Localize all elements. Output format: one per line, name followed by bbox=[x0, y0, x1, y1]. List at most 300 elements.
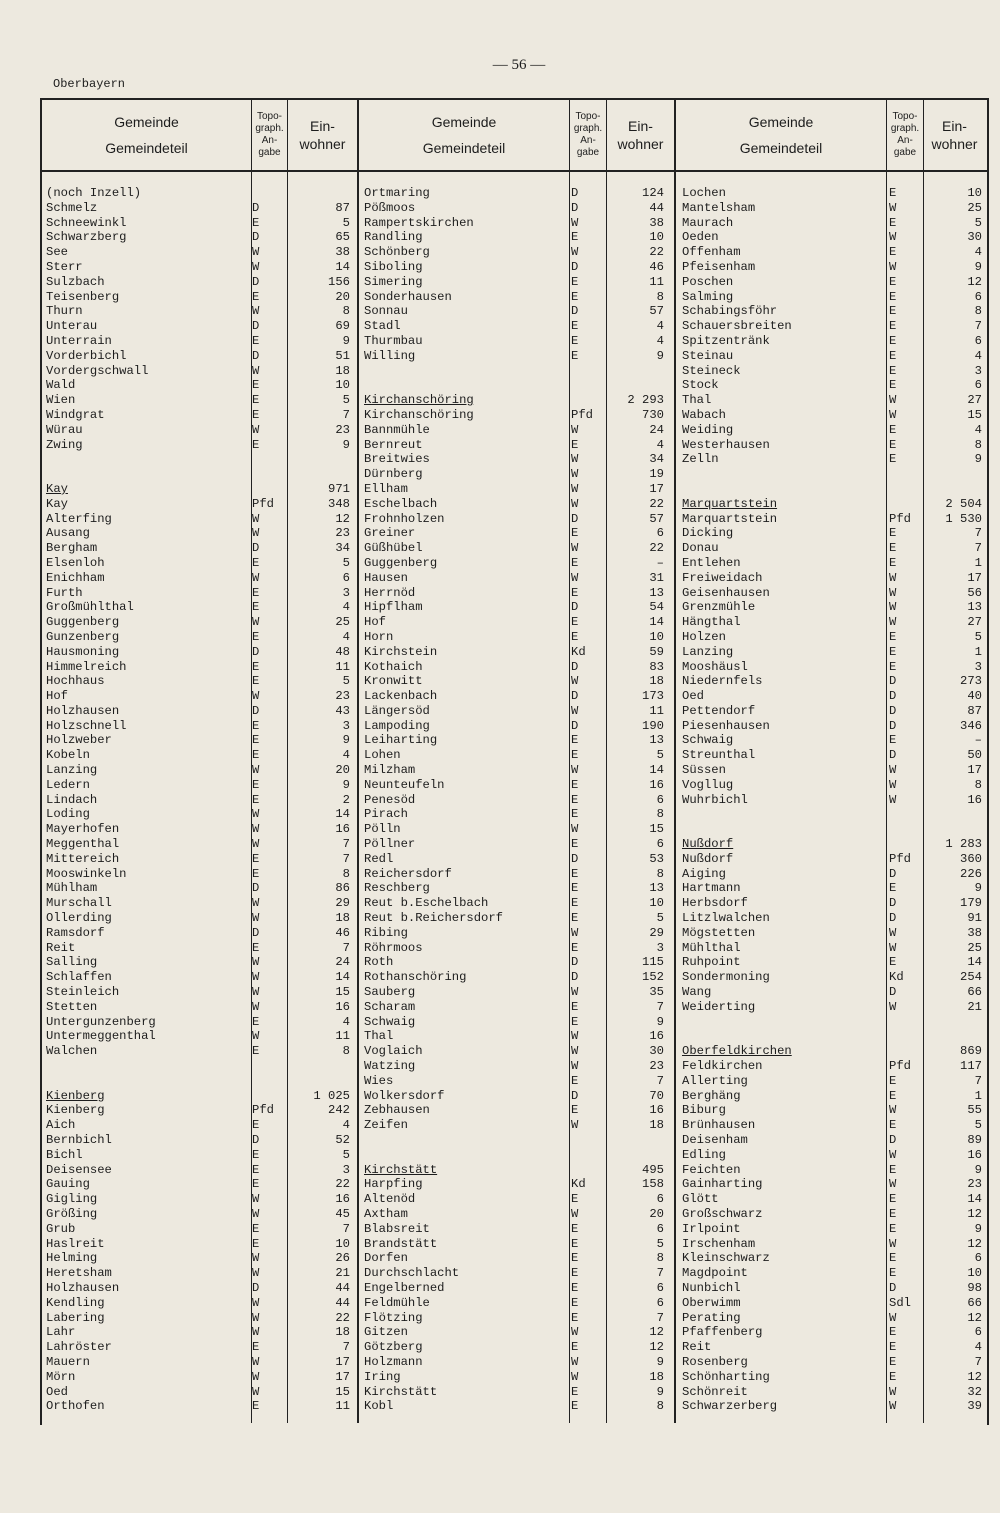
topo-code: D bbox=[252, 274, 260, 289]
place-name: Holzschnell bbox=[46, 718, 127, 733]
population-value: 38 bbox=[649, 215, 664, 230]
table-row bbox=[682, 364, 982, 379]
population-value: 11 bbox=[649, 703, 664, 718]
place-name: Thal bbox=[682, 393, 712, 408]
place-name: Kobl bbox=[364, 1399, 394, 1414]
table-row bbox=[682, 349, 982, 364]
place-name: Sonnau bbox=[364, 304, 408, 319]
place-name: Stadl bbox=[364, 319, 401, 334]
population-value: 9 bbox=[656, 1354, 664, 1369]
population-value: 18 bbox=[649, 1369, 664, 1384]
topo-code: D bbox=[571, 1088, 579, 1103]
topo-code: E bbox=[252, 629, 260, 644]
place-name: Meggenthal bbox=[46, 837, 120, 852]
place-name: Glött bbox=[682, 1192, 719, 1207]
place-name: Kobeln bbox=[46, 748, 90, 763]
population-value: 173 bbox=[642, 689, 664, 704]
table-row bbox=[46, 674, 350, 689]
population-value: 1 bbox=[974, 555, 982, 570]
table-row bbox=[682, 748, 982, 763]
place-name: Nunbichl bbox=[682, 1280, 741, 1295]
table-row bbox=[682, 926, 982, 941]
place-name: Greiner bbox=[364, 526, 416, 541]
place-name: Bannmühle bbox=[364, 422, 430, 437]
topo-code: Pfd bbox=[571, 407, 593, 422]
table-row bbox=[682, 541, 982, 556]
header-topo-line: gabe bbox=[893, 147, 917, 158]
population-value: 22 bbox=[649, 245, 664, 260]
place-name: Zwing bbox=[46, 437, 83, 452]
topo-code: E bbox=[889, 555, 897, 570]
topo-code: W bbox=[252, 1192, 260, 1207]
population-value: 7 bbox=[342, 1221, 350, 1236]
topo-code: W bbox=[252, 1251, 260, 1266]
table-row bbox=[682, 1370, 982, 1385]
topo-code: W bbox=[889, 259, 897, 274]
topo-code: W bbox=[889, 585, 897, 600]
place-name: Orthofen bbox=[46, 1399, 105, 1414]
topo-code: W bbox=[252, 1206, 260, 1221]
table-row bbox=[364, 230, 664, 245]
table-row bbox=[364, 1059, 664, 1074]
population-value: 971 bbox=[328, 481, 350, 496]
table-row bbox=[46, 615, 350, 630]
table-row bbox=[46, 1370, 350, 1385]
population-value: 11 bbox=[335, 1029, 350, 1044]
table-row bbox=[46, 1044, 350, 1059]
population-value: 179 bbox=[960, 896, 982, 911]
place-name: Rosenberg bbox=[682, 1354, 748, 1369]
place-name: Ortmaring bbox=[364, 186, 430, 200]
table-row bbox=[46, 497, 350, 512]
place-name: Oed bbox=[682, 689, 704, 704]
topo-code: D bbox=[252, 1133, 260, 1147]
place-name: Dürnberg bbox=[364, 467, 423, 482]
topo-code: W bbox=[571, 245, 579, 260]
municipality-row bbox=[682, 497, 982, 512]
table-row bbox=[682, 615, 982, 630]
table-row bbox=[364, 364, 664, 379]
place-name: Elsenloh bbox=[46, 555, 105, 570]
table-row bbox=[46, 1163, 350, 1178]
topo-code: D bbox=[889, 896, 897, 911]
place-name: Bichl bbox=[46, 1147, 83, 1162]
column-group-2 bbox=[364, 186, 664, 1414]
table-row bbox=[46, 1237, 350, 1252]
topo-code: E bbox=[889, 1088, 897, 1103]
table-row bbox=[682, 896, 982, 911]
topo-code: D bbox=[889, 748, 897, 763]
topo-code: D bbox=[889, 689, 897, 704]
table-row bbox=[682, 674, 982, 689]
topo-code: E bbox=[889, 955, 897, 970]
topo-code: W bbox=[252, 1354, 260, 1369]
place-name: Wies bbox=[364, 1073, 394, 1088]
place-name: Lahröster bbox=[46, 1340, 112, 1355]
header-gemeindeteil-label: Gemeindeteil bbox=[105, 140, 188, 156]
table-row bbox=[682, 1385, 982, 1400]
topo-code: E bbox=[889, 1369, 897, 1384]
table-row bbox=[364, 896, 664, 911]
table-row bbox=[46, 719, 350, 734]
place-name: Kay bbox=[46, 496, 68, 511]
table-row bbox=[364, 438, 664, 453]
population-value: 9 bbox=[342, 777, 350, 792]
topo-code: D bbox=[571, 955, 579, 970]
table-row bbox=[46, 1251, 350, 1266]
population-value: 1 283 bbox=[945, 837, 982, 852]
population-value: 17 bbox=[649, 481, 664, 496]
place-name: Rothanschöring bbox=[364, 970, 467, 985]
population-value: 8 bbox=[656, 807, 664, 822]
population-value: 25 bbox=[335, 615, 350, 630]
topo-code: W bbox=[889, 1236, 897, 1251]
table-row bbox=[364, 689, 664, 704]
table-row bbox=[364, 926, 664, 941]
population-value: 15 bbox=[335, 1384, 350, 1399]
population-value: 66 bbox=[967, 985, 982, 1000]
topo-code: D bbox=[571, 304, 579, 319]
population-value: 3 bbox=[656, 940, 664, 955]
table-row bbox=[46, 216, 350, 231]
topo-code: E bbox=[252, 600, 260, 615]
place-name: Thurn bbox=[46, 304, 83, 319]
table-row bbox=[46, 260, 350, 275]
table-row bbox=[682, 186, 982, 201]
table-row bbox=[682, 1340, 982, 1355]
topo-code: W bbox=[571, 570, 579, 585]
topo-code: W bbox=[571, 467, 579, 482]
place-name: Mooshäusl bbox=[682, 659, 748, 674]
population-value: 69 bbox=[335, 319, 350, 334]
place-name: Durchschlacht bbox=[364, 1266, 460, 1281]
population-value: 6 bbox=[656, 1192, 664, 1207]
population-value: 6 bbox=[974, 1325, 982, 1340]
population-value: 16 bbox=[649, 777, 664, 792]
population-value: 254 bbox=[960, 970, 982, 985]
place-name: Blabsreit bbox=[364, 1221, 430, 1236]
table-row bbox=[364, 615, 664, 630]
population-value: 22 bbox=[649, 541, 664, 556]
header-gemeindeteil-label: Gemeindeteil bbox=[422, 140, 506, 156]
table-row bbox=[364, 349, 664, 364]
population-value: 14 bbox=[649, 615, 664, 630]
place-name: Schönharting bbox=[682, 1369, 770, 1384]
table-row bbox=[364, 290, 664, 305]
table-row bbox=[364, 970, 664, 985]
population-value: 14 bbox=[335, 807, 350, 822]
topo-code: E bbox=[571, 230, 579, 245]
place-name: Horn bbox=[364, 629, 394, 644]
column-group-3 bbox=[682, 186, 982, 1414]
place-name: Mörn bbox=[46, 1369, 76, 1384]
topo-code: E bbox=[889, 1266, 897, 1281]
population-value: 23 bbox=[335, 422, 350, 437]
table-row bbox=[364, 1281, 664, 1296]
place-name: Teisenberg bbox=[46, 289, 120, 304]
header-topo bbox=[252, 100, 287, 170]
topo-code: W bbox=[252, 1295, 260, 1310]
place-name: Grenzmühle bbox=[682, 600, 756, 615]
table-row bbox=[364, 378, 664, 393]
population-value: 52 bbox=[335, 1133, 350, 1147]
table-row bbox=[364, 319, 664, 334]
place-name: Mantelsham bbox=[682, 200, 756, 215]
population-value: 59 bbox=[649, 644, 664, 659]
population-value: 6 bbox=[974, 289, 982, 304]
header-einwohner bbox=[288, 100, 357, 170]
table-row bbox=[682, 1192, 982, 1207]
place-name: Schabingsföhr bbox=[682, 304, 778, 319]
table-row bbox=[364, 941, 664, 956]
topo-code: E bbox=[571, 1266, 579, 1281]
population-value: 8 bbox=[342, 866, 350, 881]
place-name: Ledern bbox=[46, 777, 90, 792]
population-value: 4 bbox=[656, 319, 664, 334]
header-topo-line: An- bbox=[580, 135, 596, 146]
municipality-name: Kirchanschöring bbox=[364, 393, 474, 408]
topo-code: W bbox=[252, 1325, 260, 1340]
population-value: 46 bbox=[649, 259, 664, 274]
population-value: 9 bbox=[656, 1384, 664, 1399]
topo-code: W bbox=[252, 363, 260, 378]
table-row bbox=[364, 541, 664, 556]
population-value: 14 bbox=[967, 955, 982, 970]
topo-code: E bbox=[889, 274, 897, 289]
topo-code: W bbox=[889, 393, 897, 408]
place-name: Lochen bbox=[682, 186, 726, 200]
topo-code: E bbox=[252, 659, 260, 674]
topo-code: E bbox=[252, 333, 260, 348]
topo-code: W bbox=[889, 600, 897, 615]
population-value: 4 bbox=[974, 245, 982, 260]
topo-code: E bbox=[571, 333, 579, 348]
population-value: 8 bbox=[974, 437, 982, 452]
topo-code: E bbox=[252, 792, 260, 807]
population-value: 5 bbox=[342, 1147, 350, 1162]
place-name: Reit bbox=[46, 940, 76, 955]
population-value: 18 bbox=[335, 363, 350, 378]
population-value: 25 bbox=[967, 940, 982, 955]
topo-code: E bbox=[889, 629, 897, 644]
table-row bbox=[682, 467, 982, 482]
population-value: 18 bbox=[335, 911, 350, 926]
table-row bbox=[364, 260, 664, 275]
population-value: 65 bbox=[335, 230, 350, 245]
table-row bbox=[682, 733, 982, 748]
place-name: Geisenhausen bbox=[682, 585, 770, 600]
place-name: Steinleich bbox=[46, 985, 120, 1000]
place-name: Schwaig bbox=[364, 1014, 416, 1029]
place-name: Mooswinkeln bbox=[46, 866, 127, 881]
table-row bbox=[46, 1074, 350, 1089]
table-row bbox=[682, 955, 982, 970]
table-row bbox=[364, 1000, 664, 1015]
place-name: Magdpoint bbox=[682, 1266, 748, 1281]
place-name: Schneewinkl bbox=[46, 215, 127, 230]
group-rule bbox=[674, 100, 676, 1423]
population-value: 7 bbox=[974, 1073, 982, 1088]
header-divider bbox=[40, 170, 989, 172]
table-row bbox=[46, 881, 350, 896]
place-name: Hof bbox=[364, 615, 386, 630]
topo-code: E bbox=[571, 555, 579, 570]
topo-code: E bbox=[571, 837, 579, 852]
topo-code: W bbox=[571, 1029, 579, 1044]
table-row bbox=[46, 349, 350, 364]
municipality-row bbox=[682, 837, 982, 852]
population-value: 152 bbox=[642, 970, 664, 985]
population-value: 16 bbox=[335, 822, 350, 837]
table-row bbox=[46, 660, 350, 675]
place-name: Kothaich bbox=[364, 659, 423, 674]
place-name: Westerhausen bbox=[682, 437, 770, 452]
topo-code: E bbox=[571, 289, 579, 304]
population-value: 26 bbox=[335, 1251, 350, 1266]
place-name: Mittereich bbox=[46, 851, 120, 866]
table-row bbox=[682, 1074, 982, 1089]
population-value: 51 bbox=[335, 348, 350, 363]
topo-code: D bbox=[571, 689, 579, 704]
population-value: 12 bbox=[967, 1206, 982, 1221]
place-name: Schmelz bbox=[46, 200, 98, 215]
place-name: Gauing bbox=[46, 1177, 90, 1192]
topo-code: W bbox=[889, 940, 897, 955]
topo-code: E bbox=[571, 1384, 579, 1399]
place-name: Kleinschwarz bbox=[682, 1251, 770, 1266]
population-value: 5 bbox=[342, 215, 350, 230]
table-row bbox=[682, 556, 982, 571]
topo-code: Pfd bbox=[252, 496, 274, 511]
population-value: 4 bbox=[342, 748, 350, 763]
topo-code: Pfd bbox=[889, 851, 911, 866]
place-name: Siboling bbox=[364, 259, 423, 274]
topo-code: W bbox=[252, 259, 260, 274]
topo-code: W bbox=[252, 1310, 260, 1325]
place-name: Windgrat bbox=[46, 407, 105, 422]
place-name: Feldkirchen bbox=[682, 1059, 763, 1074]
topo-code: E bbox=[571, 940, 579, 955]
topo-code: W bbox=[252, 807, 260, 822]
place-name: Untermeggenthal bbox=[46, 1029, 156, 1044]
header-gemeindeteil-label: Gemeindeteil bbox=[739, 140, 823, 156]
place-name: Vorderbichl bbox=[46, 348, 127, 363]
population-value: 10 bbox=[335, 378, 350, 393]
population-value: 3 bbox=[974, 363, 982, 378]
table-row bbox=[46, 452, 350, 467]
table-row bbox=[46, 970, 350, 985]
table-row bbox=[46, 1266, 350, 1281]
place-name: Altenöd bbox=[364, 1192, 416, 1207]
place-name: Pfaffenberg bbox=[682, 1325, 763, 1340]
table-row bbox=[364, 216, 664, 231]
population-value: 8 bbox=[656, 866, 664, 881]
population-value: 18 bbox=[649, 674, 664, 689]
table-row bbox=[46, 408, 350, 423]
topo-code: E bbox=[571, 1221, 579, 1236]
population-value: 7 bbox=[342, 1340, 350, 1355]
table-row bbox=[364, 1325, 664, 1340]
population-value: 869 bbox=[960, 1044, 982, 1059]
population-value: 16 bbox=[649, 1103, 664, 1118]
population-value: 12 bbox=[967, 1236, 982, 1251]
topo-code: W bbox=[252, 511, 260, 526]
place-name: Ramsdorf bbox=[46, 925, 105, 940]
population-value: 86 bbox=[335, 881, 350, 896]
topo-code: E bbox=[252, 1118, 260, 1133]
population-value: 4 bbox=[342, 600, 350, 615]
population-value: 5 bbox=[656, 1236, 664, 1251]
place-name: Milzham bbox=[364, 763, 416, 778]
population-value: 10 bbox=[967, 1266, 982, 1281]
place-name: Guggenberg bbox=[46, 615, 120, 630]
topo-code: Sdl bbox=[889, 1295, 911, 1310]
place-name: Irschenham bbox=[682, 1236, 756, 1251]
table-row bbox=[364, 1015, 664, 1030]
header-gemeinde bbox=[359, 100, 569, 170]
population-value: 242 bbox=[328, 1103, 350, 1118]
table-row bbox=[46, 1311, 350, 1326]
topo-code: W bbox=[889, 1384, 897, 1399]
topo-code: D bbox=[252, 200, 260, 215]
population-value: 15 bbox=[649, 822, 664, 837]
table-row bbox=[46, 926, 350, 941]
topo-code: E bbox=[252, 215, 260, 230]
topo-code: D bbox=[889, 985, 897, 1000]
topo-code: E bbox=[571, 866, 579, 881]
population-value: 5 bbox=[974, 629, 982, 644]
table-row bbox=[46, 1148, 350, 1163]
table-row bbox=[364, 1207, 664, 1222]
population-value: 9 bbox=[656, 1014, 664, 1029]
topo-code: W bbox=[571, 1354, 579, 1369]
table-row bbox=[46, 290, 350, 305]
table-row bbox=[364, 985, 664, 1000]
table-row bbox=[682, 1207, 982, 1222]
topo-code: E bbox=[571, 1192, 579, 1207]
table-row bbox=[682, 1325, 982, 1340]
topo-code: E bbox=[571, 274, 579, 289]
municipality-row bbox=[364, 1163, 664, 1178]
place-name: Hof bbox=[46, 689, 68, 704]
place-name: Röhrmoos bbox=[364, 940, 423, 955]
place-name: Voglaich bbox=[364, 1044, 423, 1059]
population-value: – bbox=[656, 555, 664, 570]
population-value: 43 bbox=[335, 703, 350, 718]
place-name: Niedernfels bbox=[682, 674, 763, 689]
population-value: 158 bbox=[642, 1177, 664, 1192]
population-value: 9 bbox=[974, 452, 982, 467]
topo-code: D bbox=[889, 866, 897, 881]
place-name: Reit bbox=[682, 1340, 712, 1355]
table-row bbox=[682, 852, 982, 867]
table-row bbox=[364, 881, 664, 896]
table-row bbox=[46, 393, 350, 408]
table-row bbox=[682, 571, 982, 586]
place-name: Grub bbox=[46, 1221, 76, 1236]
population-value: 5 bbox=[342, 555, 350, 570]
topo-code: E bbox=[252, 1177, 260, 1192]
population-value: 117 bbox=[960, 1059, 982, 1074]
place-name: Lohen bbox=[364, 748, 401, 763]
topo-code: E bbox=[889, 644, 897, 659]
header-einwohner bbox=[607, 100, 674, 170]
topo-code: E bbox=[252, 378, 260, 393]
place-name: Dorfen bbox=[364, 1251, 408, 1266]
table-row bbox=[682, 630, 982, 645]
population-value: 5 bbox=[974, 215, 982, 230]
place-name: Mühlthal bbox=[682, 940, 741, 955]
